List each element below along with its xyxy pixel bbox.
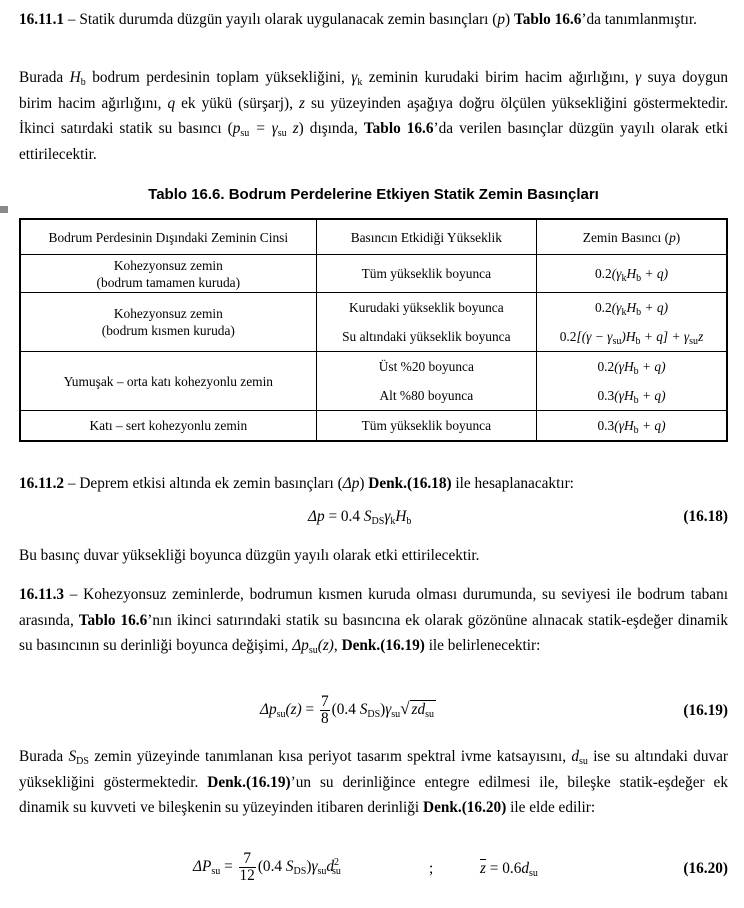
symbol-dsu: $d_{su}$	[571, 748, 588, 767]
text: zeminin kurudaki birim hacim ağırlığını,	[368, 69, 629, 86]
text: ’nın ikinci satırındaki statik su basıncına ek olarak gözönüne alınacak statik-eşdeğer dinamik su basıncının su derinliği boyunca değişimi,	[19, 611, 729, 654]
text: zemin yüzeyinde tanımlanan kısa periyot tasarım spektral ivme katsayısını,	[94, 748, 567, 765]
text: ile elde edilir:	[510, 799, 596, 816]
table-row	[20, 293, 727, 352]
symbol-z: z	[292, 120, 299, 137]
equation-expression: Δp = 0.4 $S_{DS}\gamma_kH_b$	[308, 508, 412, 527]
cell-soil: Kohezyonsuz zemin (bodrum kısmen kuruda)	[20, 293, 316, 352]
equation-16-19	[19, 694, 728, 734]
text: ’da tanımlanmıştır.	[581, 11, 697, 28]
definitions-paragraph-2	[19, 744, 728, 821]
dash: –	[69, 586, 78, 603]
text: ek yükü (sürşarj),	[181, 94, 293, 112]
symbol-gamma-k: $\gamma_k$	[351, 69, 363, 88]
symbol-gamma: γ	[635, 69, 642, 86]
text: )	[359, 475, 365, 492]
table-header-row	[20, 219, 727, 255]
symbol-z: z	[298, 94, 305, 112]
cell-height: Tüm yükseklik boyunca	[316, 255, 536, 293]
table-reference: Tablo 16.6	[78, 611, 148, 629]
text: ise su altındaki duvar yüksekliğini göstermektedir.	[19, 748, 729, 791]
cell-formula: 0.2 $(\gamma H_b + q)$ 0.3 $(\gamma H_b + q)$	[537, 352, 727, 411]
table-reference: Tablo 16.6	[513, 11, 582, 28]
text: ’da verilen basınçlar düzgün yayılı olarak etki ettirilecektir.	[19, 120, 729, 163]
section-16-11-2	[19, 471, 728, 497]
text: bodrum perdesinin toplam yüksekliğini,	[92, 69, 345, 86]
equation-number: (16.18)	[683, 508, 728, 525]
text: )	[505, 11, 511, 28]
symbol-delta-psu: $\Delta p_{su}(z)$	[292, 637, 334, 656]
equation-16-18	[19, 508, 728, 542]
table-reference: Tablo 16.6	[363, 120, 434, 137]
paragraph: Bu basınç duvar yüksekliği boyunca düzgün yayılı olarak etki ettirilecektir.	[19, 547, 480, 564]
equation-expression: $\Delta P_{su}$ = $\frac{7}{12}$ (0.4 $S_{DS})\gamma_{su}d^2_{su}$	[193, 850, 341, 884]
section-16-11-1	[19, 7, 728, 33]
equation-number: (16.19)	[683, 702, 728, 719]
equation-16-20	[19, 851, 728, 891]
symbol-Hb: $H_b$	[69, 69, 86, 88]
symbol-gamma-su: = $\gamma_{su}$	[255, 120, 287, 139]
cell-formula: 0.2 $(\gamma_kH_b + q)$ 0.2 $[(\gamma - \gamma_{su})H_b + q] + \gamma_{su}z$	[537, 293, 727, 352]
symbol-delta-p: Δp	[342, 475, 360, 492]
section-16-11-3	[19, 582, 728, 659]
definitions-paragraph	[19, 65, 728, 167]
symbol-p: p	[497, 11, 505, 28]
equation-reference: Denk.(16.18)	[368, 475, 452, 492]
cell-soil: Yumuşak – orta katı kohezyonlu zemin	[20, 352, 316, 411]
text: Burada	[19, 69, 64, 86]
text: ’un su derinliğince entegre edilmesi ile, bileşke statik-eşdeğer ek dinamik su kuvveti ve bileşkenin su yüzeyinden itibaren derinliği	[19, 773, 728, 816]
table-caption: Tablo 16.6. Bodrum Perdelerine Etkiyen Statik Zemin Basınçları	[148, 186, 599, 203]
section-number: 16.11.2	[19, 475, 65, 492]
pressure-table	[19, 218, 728, 442]
table-row	[20, 411, 727, 441]
equation-expression: $\Delta p_{su}(z)$ = $\frac{7}{8}$ (0.4 $S_{DS})\gamma_{su}√$ $zd_{su}$	[260, 693, 435, 727]
table-row	[20, 352, 727, 411]
cell-height: Kurudaki yükseklik boyunca Su altındaki yükseklik boyunca	[316, 293, 536, 352]
cell-formula: $0.3(\gamma H_b + q)$	[537, 411, 727, 441]
cell-formula: $0.2(\gamma_kH_b + q)$	[537, 255, 727, 293]
cell-soil: Katı – sert kohezyonlu zemin	[20, 411, 316, 441]
text: Deprem etkisi altında ek zemin basınçları (	[79, 475, 343, 492]
symbol-psu: $p_{su}$	[232, 120, 250, 139]
table-row	[20, 255, 727, 293]
header-soil-type: Bodrum Perdesinin Dışındaki Zeminin Cinsi	[20, 219, 316, 255]
text: su yüzeyinden aşağıya doğru ölçülen yüksekliğini göstermektedir. İkinci satırdaki statik su basıncı (	[19, 94, 729, 137]
cell-height: Tüm yükseklik boyunca	[316, 411, 536, 441]
symbol-sds: $S_{DS}$	[68, 748, 89, 767]
dash: –	[67, 11, 76, 28]
margin-marker	[0, 206, 8, 213]
dash: –	[67, 475, 76, 492]
equation-number: (16.20)	[683, 860, 728, 877]
text: suya doygun birim hacim ağırlığını,	[19, 69, 729, 112]
text: ) dışında,	[298, 120, 358, 137]
text: Burada	[19, 748, 64, 765]
equation-reference: Denk.(16.19)	[207, 773, 291, 791]
header-pressure: Zemin Basıncı (p)	[537, 219, 727, 255]
section-number: 16.11.1	[19, 11, 65, 28]
equation-zbar: $\overline{z} = 0.6d_{su}$	[480, 860, 538, 879]
header-height: Basıncın Etkidiği Yükseklik	[316, 219, 536, 255]
text: Statik durumda düzgün yayılı olarak uygulanacak zemin basınçları (	[79, 11, 498, 28]
separator: ;	[429, 860, 434, 877]
text: ,	[333, 637, 338, 654]
equation-reference: Denk.(16.19)	[341, 637, 425, 654]
equation-reference: Denk.(16.20)	[423, 799, 507, 816]
symbol-q: q	[167, 94, 176, 112]
text: Kohezyonsuz zeminlerde, bodrumun kısmen kuruda olması durumunda, su seviyesi ile bodrum tabanı arasında,	[19, 586, 728, 629]
section-number: 16.11.3	[19, 586, 65, 603]
cell-height: Üst %20 boyunca Alt %80 boyunca	[316, 352, 536, 411]
cell-soil: Kohezyonsuz zemin (bodrum tamamen kuruda)	[20, 255, 316, 293]
text: ile hesaplanacaktır:	[455, 475, 574, 492]
text: ile belirlenecektir:	[428, 637, 541, 654]
